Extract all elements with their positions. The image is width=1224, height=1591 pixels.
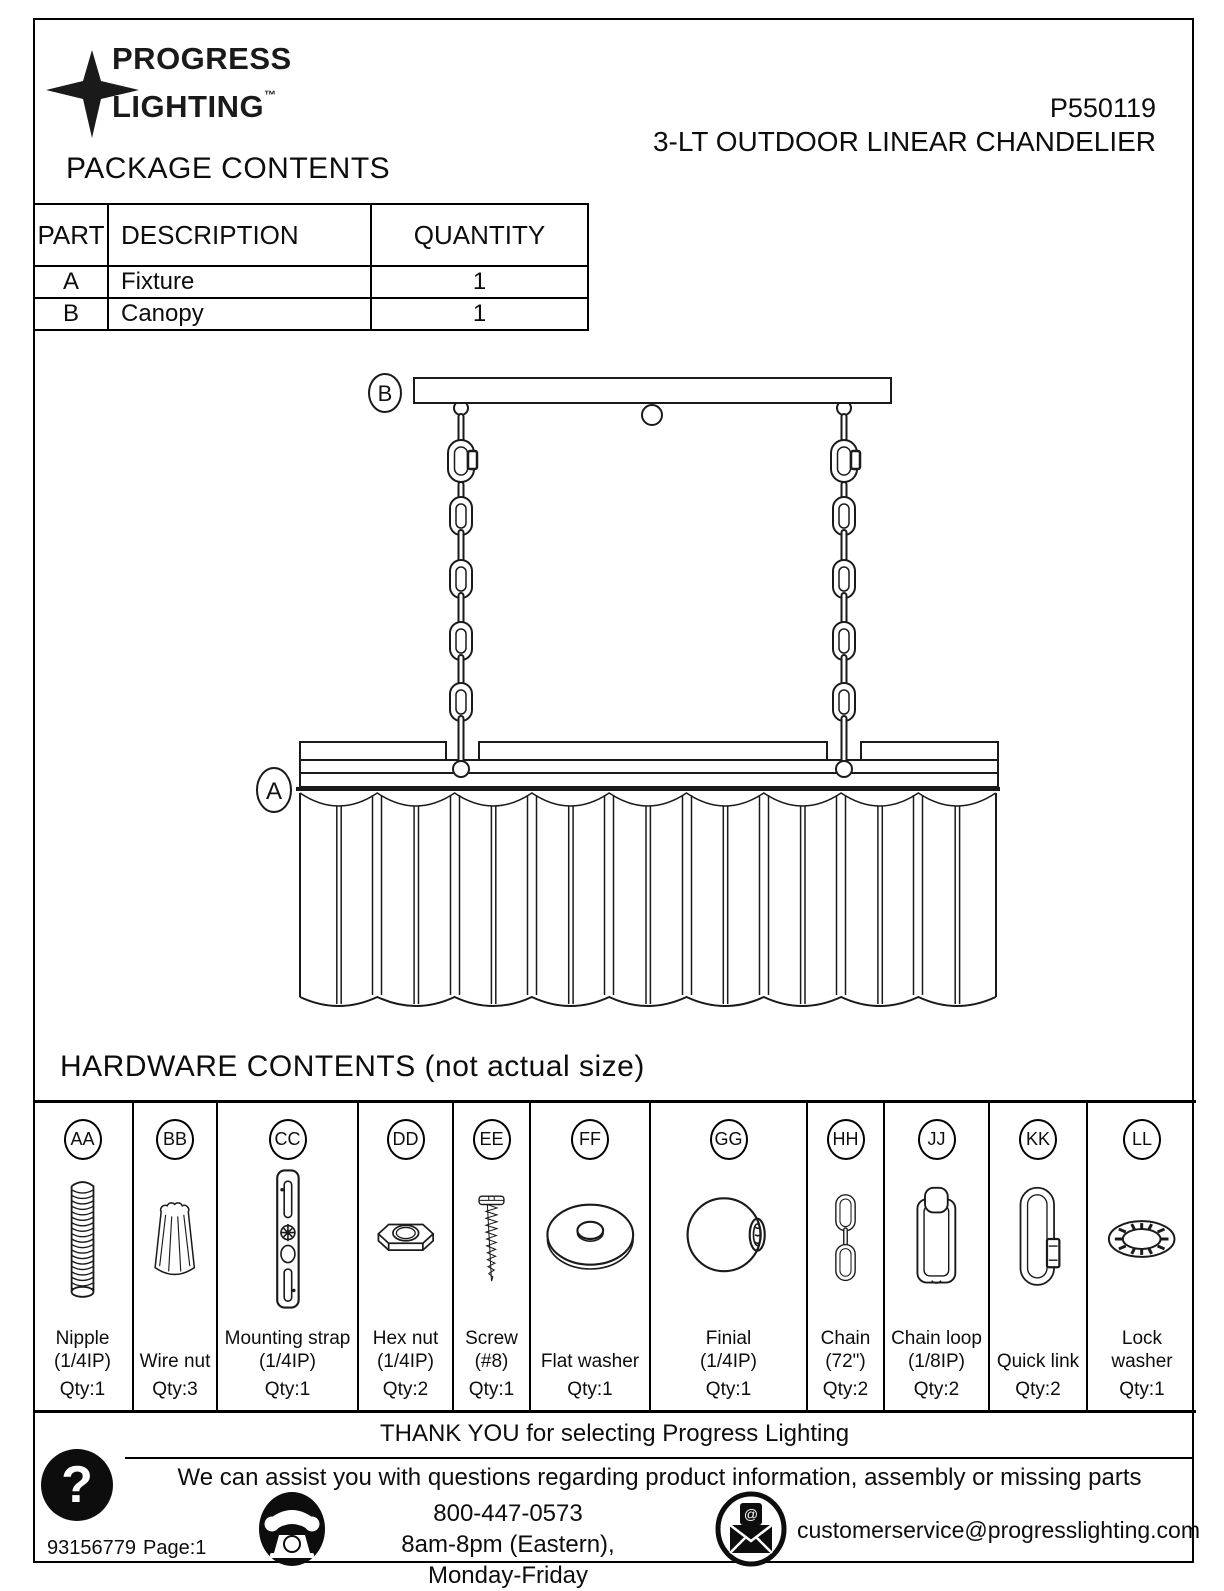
part-name: Chain loop (1/8IP) xyxy=(891,1328,982,1372)
chandelier-diagram xyxy=(33,336,1196,1040)
part-qty: Qty:2 xyxy=(1015,1379,1061,1400)
fixture-top-rail xyxy=(300,742,998,760)
hardware-item xyxy=(531,1103,651,1410)
chain-left xyxy=(448,401,477,777)
part-badge: HH xyxy=(827,1119,865,1160)
part-name: Nipple (1/4IP) xyxy=(53,1328,112,1372)
label-a xyxy=(257,768,291,812)
product-title: 3-LT OUTDOOR LINEAR CHANDELIER xyxy=(652,126,1156,157)
hardware-contents-heading: HARDWARE CONTENTS (not actual size) xyxy=(60,1050,645,1083)
col-header-description: DESCRIPTION xyxy=(108,204,371,266)
part-name: Wire nut xyxy=(139,1351,211,1372)
page-number: Page:1 xyxy=(143,1537,207,1559)
flat-washer-icon xyxy=(536,1164,645,1314)
hardware-item xyxy=(651,1103,808,1410)
shade-flute-lines xyxy=(337,795,960,1004)
finial-icon xyxy=(657,1164,800,1314)
brand-line2: LIGHTING™ xyxy=(112,88,277,124)
product-header xyxy=(653,92,1156,160)
part-qty: Qty:1 xyxy=(468,1379,515,1400)
brand-logo xyxy=(112,40,292,125)
email-icon xyxy=(714,1491,788,1567)
part-badge: DD xyxy=(387,1119,425,1160)
part-qty: Qty:1 xyxy=(59,1379,106,1400)
cell-description: Fixture xyxy=(108,266,371,298)
mounting-strap-icon xyxy=(224,1164,352,1314)
cell-part: B xyxy=(34,298,108,330)
part-qty: Qty:1 xyxy=(705,1379,752,1400)
footer-divider xyxy=(125,1457,1194,1459)
col-header-part: PART xyxy=(34,204,108,266)
package-contents-table xyxy=(33,203,589,331)
part-name: Flat washer xyxy=(540,1351,640,1372)
cell-quantity: 1 xyxy=(371,266,588,298)
assist-text: We can assist you with questions regarding product information, assembly or missing parts xyxy=(177,1464,1142,1491)
part-badge: JJ xyxy=(918,1119,956,1160)
chain-right xyxy=(831,401,860,777)
product-number: P550119 xyxy=(1049,93,1156,123)
part-badge: AA xyxy=(64,1119,102,1160)
hardware-item xyxy=(885,1103,990,1410)
quick-link-icon xyxy=(994,1164,1082,1314)
part-badge: EE xyxy=(473,1119,511,1160)
part-name: Mounting strap (1/4IP) xyxy=(224,1328,351,1372)
fixture-body xyxy=(300,760,998,787)
part-name: Lock washer xyxy=(1111,1328,1173,1372)
chain-loop-icon xyxy=(889,1164,984,1314)
hardware-item xyxy=(454,1103,531,1410)
cell-description: Canopy xyxy=(108,298,371,330)
package-contents-heading: PACKAGE CONTENTS xyxy=(66,152,391,185)
part-name: Screw (#8) xyxy=(465,1328,518,1372)
part-qty: Qty:2 xyxy=(822,1379,869,1400)
part-badge: BB xyxy=(156,1119,194,1160)
nipple-icon xyxy=(37,1164,128,1314)
part-badge: GG xyxy=(710,1119,748,1160)
hardware-table xyxy=(33,1100,1196,1410)
canopy-bar xyxy=(414,378,891,425)
table-header-row xyxy=(34,204,588,266)
hardware-item xyxy=(33,1103,134,1410)
table-row xyxy=(34,298,588,330)
part-name: Finial (1/4IP) xyxy=(699,1328,758,1372)
part-name: Chain (72") xyxy=(820,1328,871,1372)
trademark-symbol: ™ xyxy=(264,88,277,102)
table-row xyxy=(34,266,588,298)
wire-nut-icon xyxy=(137,1164,212,1314)
part-qty: Qty:1 xyxy=(264,1379,311,1400)
screw-icon xyxy=(457,1164,526,1314)
chain-icon xyxy=(811,1164,880,1314)
part-qty: Qty:3 xyxy=(152,1379,198,1400)
phone-contact xyxy=(363,1498,653,1591)
part-name: Hex nut (1/4IP) xyxy=(372,1328,439,1372)
hardware-item xyxy=(218,1103,359,1410)
cell-part: A xyxy=(34,266,108,298)
hardware-item xyxy=(808,1103,885,1410)
phone-number: 800-447-0573 xyxy=(433,1500,583,1527)
part-badge: KK xyxy=(1019,1119,1057,1160)
cell-quantity: 1 xyxy=(371,298,588,330)
brand-line1: PROGRESS xyxy=(112,41,292,76)
part-name: Quick link xyxy=(996,1351,1080,1372)
lock-washer-icon xyxy=(1092,1164,1191,1314)
part-qty: Qty:2 xyxy=(913,1379,960,1400)
phone-hours: 8am-8pm (Eastern), Monday-Friday xyxy=(401,1531,615,1589)
document-number: 93156779 xyxy=(47,1537,136,1559)
part-qty: Qty:1 xyxy=(1119,1379,1165,1400)
hardware-item xyxy=(359,1103,454,1410)
hardware-item xyxy=(1088,1103,1196,1410)
part-qty: Qty:2 xyxy=(382,1379,429,1400)
canopy-knob xyxy=(642,405,662,425)
svg-text:A: A xyxy=(265,778,283,805)
part-badge: LL xyxy=(1123,1119,1161,1160)
part-qty: Qty:1 xyxy=(567,1379,613,1400)
svg-text:B: B xyxy=(377,381,393,406)
label-b xyxy=(369,374,401,412)
question-mark-icon: ? xyxy=(41,1449,113,1521)
hardware-item xyxy=(990,1103,1088,1410)
email-address: customerservice@progresslighting.com xyxy=(797,1517,1200,1543)
part-badge: FF xyxy=(571,1119,609,1160)
col-header-quantity: QUANTITY xyxy=(371,204,588,266)
svg-text:@: @ xyxy=(743,1506,759,1522)
hardware-item xyxy=(134,1103,218,1410)
footer xyxy=(33,1410,1200,1589)
part-badge: CC xyxy=(269,1119,307,1160)
thank-you-text: THANK YOU for selecting Progress Lighting xyxy=(379,1420,850,1447)
hex-nut-icon xyxy=(363,1164,449,1314)
phone-icon xyxy=(257,1491,327,1567)
fixture-shade xyxy=(296,789,1000,1006)
